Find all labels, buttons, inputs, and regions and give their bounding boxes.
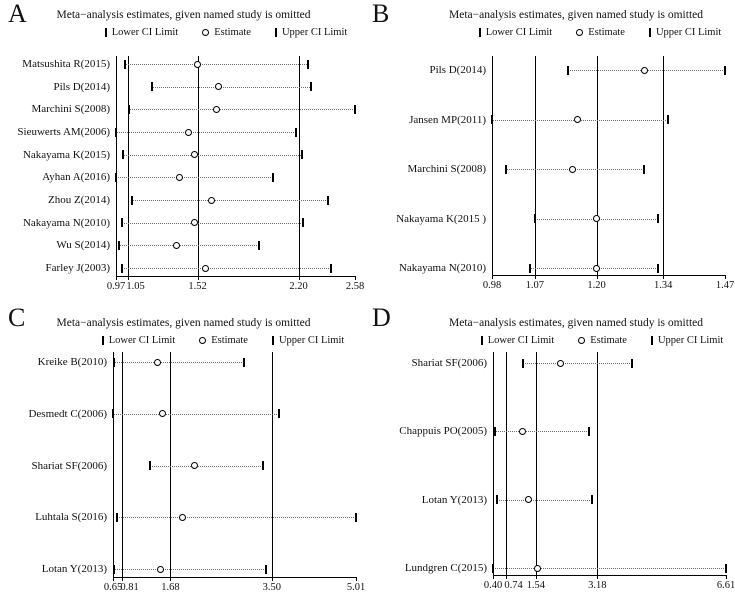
ci-line	[125, 64, 308, 65]
panel-c	[0, 296, 367, 593]
upper-ci-cap	[724, 66, 726, 75]
lower-ci-cap	[151, 82, 153, 91]
lower-ci-cap	[115, 128, 117, 137]
panel-letter: B	[372, 0, 390, 28]
x-tick	[725, 275, 726, 279]
legend-label: Lower CI Limit	[485, 27, 553, 38]
estimate-marker	[176, 174, 183, 181]
x-tick-label: 0.81	[120, 582, 139, 593]
study-label: Nakayama K(2015 )	[396, 212, 486, 225]
x-tick-label: 6.61	[716, 580, 735, 591]
ci-line	[493, 568, 726, 569]
study-label: Pils D(2014)	[53, 80, 110, 93]
upper-ci-cap	[327, 196, 329, 205]
estimate-marker	[574, 116, 581, 123]
reference-line	[198, 56, 199, 276]
lower-ci-cap	[534, 214, 536, 223]
upper-ci-cap	[657, 264, 659, 273]
upper-ci-cap	[657, 214, 659, 223]
upper-ci-cap	[258, 241, 260, 250]
estimate-marker	[179, 514, 186, 521]
study-label: Nakayama N(2010)	[22, 216, 110, 229]
x-axis-line	[116, 276, 355, 277]
study-label: Desmedt C(2006)	[28, 407, 107, 420]
study-label: Shariat SF(2006)	[411, 357, 487, 369]
study-label: Matsushita R(2015)	[22, 58, 110, 70]
x-tick-label: 0.98	[482, 280, 502, 291]
reference-line	[128, 56, 129, 276]
reference-line	[663, 56, 664, 275]
study-label: Sieuwerts AM(2006)	[17, 126, 110, 138]
upper-ci-cap	[588, 427, 590, 436]
plot-left-frame	[492, 56, 493, 275]
forest-plot	[0, 296, 367, 593]
ci-line	[150, 466, 263, 467]
lower-ci-cap	[113, 358, 115, 367]
study-label: Chappuis PO(2005)	[399, 425, 487, 438]
upper-ci-cap	[354, 105, 356, 114]
panel-title: Meta−analysis estimates, given named study is omitted	[448, 9, 703, 21]
panel-d	[367, 296, 735, 593]
study-label: Farley J(2003)	[45, 262, 110, 274]
legend-label: Upper CI Limit	[281, 27, 348, 38]
legend-label: Upper CI Limit	[655, 27, 722, 38]
upper-ci-cap	[667, 115, 669, 124]
x-tick	[356, 577, 357, 581]
upper-ci-cap	[355, 513, 357, 522]
ci-line	[497, 500, 593, 501]
legend-label: Lower CI Limit	[487, 335, 555, 346]
x-tick-label: 2.58	[345, 281, 365, 292]
ci-line	[116, 177, 273, 178]
x-tick-label: 1.20	[587, 280, 606, 291]
estimate-marker	[557, 360, 564, 367]
panel-a	[0, 0, 367, 296]
estimate-marker	[157, 566, 164, 573]
study-label: Lotan Y(2013)	[41, 563, 107, 575]
plot-left-frame	[113, 352, 114, 577]
legend-label: Estimate	[590, 335, 627, 346]
reference-line	[170, 352, 171, 577]
reference-line	[122, 352, 123, 577]
x-tick-label: 1.05	[126, 281, 145, 292]
x-axis-line	[113, 577, 356, 578]
legend-label: Lower CI Limit	[108, 335, 176, 346]
x-tick-label: 1.47	[715, 280, 735, 291]
forest-plot	[367, 0, 735, 296]
reference-line	[535, 56, 536, 275]
study-label: Luhtala S(2016)	[35, 511, 107, 524]
study-label: Marchini S(2008)	[407, 163, 486, 175]
lower-ci-cap	[118, 241, 120, 250]
ci-line	[113, 414, 279, 415]
lower-ci-cap	[131, 196, 133, 205]
lower-ci-cap	[494, 427, 496, 436]
x-axis-line	[492, 275, 725, 276]
x-tick-label: 0.74	[504, 580, 523, 591]
study-label: Wu S(2014)	[56, 239, 110, 252]
upper-ci-cap	[591, 495, 593, 504]
estimate-marker	[593, 265, 600, 272]
upper-ci-cap	[302, 218, 304, 227]
upper-ci-cap	[307, 60, 309, 69]
upper-ci-cap	[631, 359, 633, 368]
estimate-marker	[641, 67, 648, 74]
estimate-marker	[202, 265, 209, 272]
upper-ci-cap	[262, 461, 264, 470]
ci-line	[119, 245, 259, 246]
x-tick-label: 3.50	[262, 582, 281, 593]
forest-plot	[367, 296, 735, 593]
plot-left-frame	[493, 352, 494, 575]
legend-label: Estimate	[588, 27, 625, 38]
estimate-marker	[173, 242, 180, 249]
lower-ci-cap	[116, 513, 118, 522]
upper-ci-cap	[310, 82, 312, 91]
upper-ci-cap	[278, 409, 280, 418]
lower-ci-cap	[121, 218, 123, 227]
x-tick	[355, 276, 356, 280]
x-tick-label: 1.07	[525, 280, 544, 291]
study-label: Nakayama N(2010)	[398, 262, 486, 274]
upper-ci-cap	[265, 565, 267, 574]
ci-line	[122, 223, 303, 224]
x-tick-label: 1.54	[526, 580, 545, 591]
ci-line	[523, 363, 632, 364]
reference-line	[597, 56, 598, 275]
reference-line	[536, 352, 537, 575]
panel-letter: D	[372, 303, 391, 332]
lower-ci-cap	[567, 66, 569, 75]
study-label: Lundgren C(2015)	[404, 562, 487, 574]
upper-ci-cap	[272, 173, 274, 182]
panel-letter: C	[8, 303, 26, 332]
ci-line	[495, 431, 590, 432]
x-tick	[726, 575, 727, 579]
panel-title: Meta−analysis estimates, given named study is omitted	[56, 317, 311, 329]
ci-line	[116, 132, 296, 133]
estimate-marker	[534, 565, 541, 572]
estimate-marker	[213, 106, 220, 113]
x-tick-label: 0.40	[483, 580, 503, 591]
ci-line	[129, 109, 355, 110]
x-tick-label: 1.68	[161, 582, 180, 593]
legend-label: Estimate	[211, 335, 248, 346]
study-label: Zhou Z(2014)	[47, 194, 110, 206]
reference-line	[597, 352, 598, 575]
estimate-marker	[191, 462, 198, 469]
ci-line	[114, 362, 244, 363]
legend-label: Upper CI Limit	[657, 335, 724, 346]
lower-ci-cap	[113, 565, 115, 574]
lower-ci-cap	[496, 495, 498, 504]
legend-label: Upper CI Limit	[278, 335, 345, 346]
study-label: Pils D(2014)	[429, 64, 486, 76]
lower-ci-cap	[115, 173, 117, 182]
panel-b	[367, 0, 735, 296]
legend-label: Lower CI Limit	[111, 27, 179, 38]
x-tick-label: 0.97	[106, 281, 126, 292]
ci-line	[132, 200, 328, 201]
lower-ci-cap	[505, 165, 507, 174]
study-label: Nakayama K(2015)	[22, 148, 110, 161]
upper-ci-cap	[243, 358, 245, 367]
estimate-marker	[208, 197, 215, 204]
ci-line	[152, 87, 311, 88]
lower-ci-cap	[522, 359, 524, 368]
ci-line	[114, 569, 266, 570]
forest-plot	[0, 0, 367, 296]
x-tick-label: 1.34	[654, 280, 673, 291]
x-tick-label: 0.65	[103, 582, 123, 593]
study-label: Jansen MP(2011)	[409, 113, 486, 126]
x-tick-label: 1.52	[188, 281, 207, 292]
upper-ci-cap	[301, 150, 303, 159]
ci-line	[122, 268, 331, 269]
estimate-marker	[194, 61, 201, 68]
upper-ci-cap	[295, 128, 297, 137]
estimate-marker	[593, 215, 600, 222]
estimate-marker	[159, 410, 166, 417]
ci-line	[117, 517, 356, 518]
estimate-marker	[215, 83, 222, 90]
legend-label: Estimate	[214, 27, 251, 38]
study-label: Lotan Y(2013)	[421, 493, 487, 506]
estimate-marker	[519, 428, 526, 435]
estimate-marker	[525, 496, 532, 503]
estimate-marker	[569, 166, 576, 173]
study-label: Marchini S(2008)	[31, 103, 110, 116]
lower-ci-cap	[112, 409, 114, 418]
lower-ci-cap	[128, 105, 130, 114]
upper-ci-cap	[330, 264, 332, 273]
ci-line	[123, 155, 301, 156]
lower-ci-cap	[529, 264, 531, 273]
upper-ci-cap	[725, 564, 727, 573]
study-label: Ayhan A(2016)	[42, 171, 110, 184]
lower-ci-cap	[122, 150, 124, 159]
x-axis-line	[493, 575, 726, 576]
plot-left-frame	[116, 56, 117, 276]
x-tick-label: 3.18	[588, 580, 607, 591]
panel-title: Meta−analysis estimates, given named study is omitted	[448, 317, 703, 329]
estimate-marker	[154, 359, 161, 366]
reference-line	[506, 352, 507, 575]
study-label: Shariat SF(2006)	[31, 459, 107, 472]
panel-letter: A	[8, 0, 27, 28]
upper-ci-cap	[643, 165, 645, 174]
lower-ci-cap	[149, 461, 151, 470]
lower-ci-cap	[124, 60, 126, 69]
x-tick-label: 5.01	[346, 582, 366, 593]
x-tick-label: 2.20	[289, 281, 308, 292]
panel-title: Meta−analysis estimates, given named study is omitted	[56, 9, 311, 21]
reference-line	[272, 352, 273, 577]
lower-ci-cap	[121, 264, 123, 273]
reference-line	[299, 56, 300, 276]
study-label: Kreike B(2010)	[37, 356, 107, 368]
lower-ci-cap	[492, 564, 494, 573]
estimate-marker	[185, 129, 192, 136]
lower-ci-cap	[491, 115, 493, 124]
